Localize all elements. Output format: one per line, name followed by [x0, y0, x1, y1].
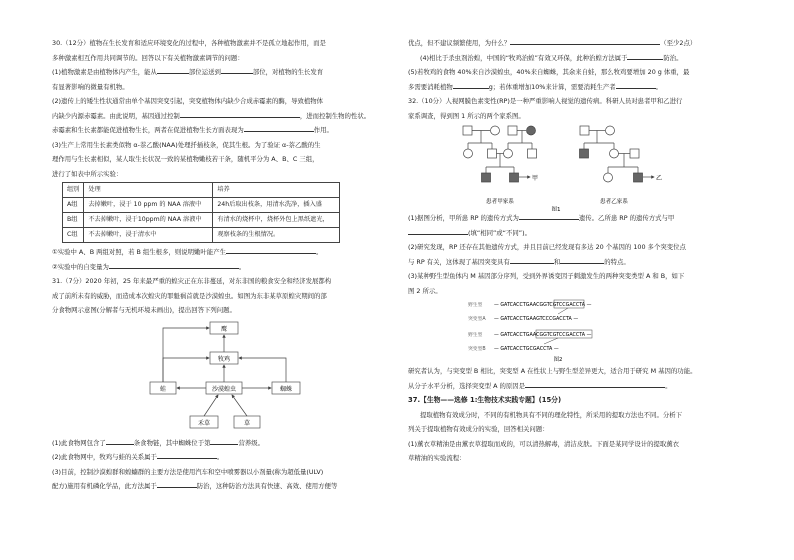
q32-line-7: (3)某种野生型鱼体内 M 基因部分序列，受到外界诱变因子刺激发生的两种突变类型 A 和 B，如下 — [408, 272, 685, 280]
node-frog: 蛙 — [159, 385, 167, 393]
q30-line-11: ①实验中 A、B 两组对照，若 B 组生根多，则说明嫩叶能产生 。 — [52, 245, 402, 260]
pedigree-normal-female — [606, 126, 615, 135]
seq-label: 突变型A — [468, 317, 486, 322]
figure-2-caption: 图2 — [553, 357, 563, 363]
q37-line-1: 提取植物有效成分时，不同的有机物具有不同的理化特性，所采用的提取方法也不同。分析下 — [420, 410, 683, 419]
table-cell: 观察枝条的生根情况。 — [213, 228, 340, 243]
q32-line-9: 研究者认为，与突变型 B 相比，突变型 A 在性状上与野生型差异更大，适合用于研究 M 基因的功能。 — [408, 367, 697, 375]
pedigree-a — [463, 126, 537, 182]
q31-line-5: (2)此食物网中，牧鸡与蛙的关系属于 。 — [52, 450, 402, 465]
seq-label: 野生型 — [468, 303, 483, 308]
q37-line-4: 草精油的实验流程： — [408, 454, 466, 462]
q37-line-3: (1)薰衣草精油是由薰衣草提取而成的，可以清热解毒，清洁皮肤。下面是某同学设计的提取薰衣 — [408, 439, 680, 448]
q37-title: 37.【生物——选修 1:生物技术实践专题】(15分) — [408, 396, 562, 404]
pedigree-normal-male — [488, 149, 497, 158]
pedigree-a-proband: 甲 — [532, 175, 539, 182]
left-column — [52, 36, 402, 494]
q32-line-10: 从分子水平分析，选择突变型 A 的原因是 。 — [408, 379, 748, 394]
q30-line-7: 赤霉素和生长素都能促进植物生长，两者在促进植物生长方面表现为 作用。 — [52, 123, 402, 138]
q31-line-3: 分食物网示意图(分解者与无机环境未画出)，提出回答下列问题。 — [52, 306, 236, 314]
pedigree-figure — [408, 123, 748, 211]
seq-text: — GATCACCTGAACGGTCGTCCGACCTA — — [494, 333, 592, 338]
q31-line-11: 多需要消耗植物 g；若体重增加10%来计算，需要消耗生产者 。 — [408, 80, 748, 95]
pedigree-b — [580, 126, 655, 182]
pedigree-affected-male — [634, 173, 643, 182]
seq-label: 突变型B — [468, 347, 486, 352]
q37-line-2: 列关于提取植物有效成分的实验，回答相关问题： — [408, 425, 549, 433]
pedigree-affected-male — [510, 173, 519, 182]
seq-label: 野生型 — [468, 333, 483, 338]
seq-text: — GATCACCTGCGACCTA — — [494, 347, 559, 352]
table-cell: 去掉嫩叶，浸于 10 ppm 的 NAA 溶液中 — [84, 198, 213, 213]
q30-line-6: 内缺少内源赤霉素。由此说明，基因通过控制 ，进而控制生物的性状。 — [52, 109, 402, 124]
q30-line-1: 30.（12分）植物在生长发育和适应环境变化的过程中，各种植物激素并不是孤立地起作用，而是 — [52, 39, 326, 47]
q31-line-4: (1)此食物网包含了 条食物链，其中蜘蛛位于第 营养级。 — [52, 436, 402, 451]
q32-line-4: (填“相同”或“不同”)。 — [408, 226, 748, 241]
seq-mut-arrow — [558, 308, 568, 314]
q30-line-10: 进行了如表中所示实验： — [52, 169, 123, 178]
q32-line-5: (2)研究发现，RP 还存在其他遗传方式，并且目前已经发现有多达 20 个基因的 100 多个突变位点 — [408, 243, 686, 251]
pedigree-normal-female — [464, 149, 473, 158]
pedigree-affected-male — [580, 149, 589, 158]
q30-line-3: (1)植物激素是由植物体内产生，能从 部位运送到 部位，对植物的生长发育 — [52, 65, 402, 80]
pedigree-normal-female — [610, 149, 619, 158]
q31-line-7: 配方)施用有机磷化学品，此方法属于 防治，这种防治方法具有快速、高效、使用方便等 — [52, 479, 402, 494]
figure-1-caption: 图1 — [551, 207, 561, 211]
node-spider: 蜘蛛 — [279, 385, 293, 393]
table-cell: 不去掉嫩叶，浸于清水中 — [84, 228, 213, 243]
q30-line-2: 多种激素相互作用共同调节的。回答以下有关植物激素调节的问题： — [52, 53, 244, 62]
experiment-table — [62, 182, 340, 243]
table-row — [63, 228, 340, 243]
node-locust: 沙漠蝗虫 — [211, 385, 237, 393]
q31-line-10: (5)若牧鸡的食物 40%来自沙漠蝗虫，40%来自蜘蛛，其余来自蛙，那么牧鸡要增加 20 g 体重，最 — [408, 68, 690, 76]
pedigree-b-proband: 乙 — [656, 175, 663, 182]
q31-line-8: 优点，但不建议频繁使用，为什么？ （至少2点） — [408, 36, 748, 51]
q31-line-9: (4)相比于杀虫剂治蝗，中国的“牧鸡治蝗”有效又环保，此种治蝗方法属于 防治。 — [408, 51, 748, 66]
food-web-diagram — [52, 318, 402, 436]
table-header: 培养 — [213, 183, 340, 198]
pedigree-normal-female — [604, 173, 613, 182]
pedigree-diagram — [408, 123, 748, 211]
sequence-diagram — [408, 298, 748, 364]
node-grass1: 禾草 — [197, 419, 211, 427]
q32-line-6: 与 RP 有关，这体现了基因突变具有 和 的特点。 — [408, 255, 748, 270]
table-row — [63, 198, 340, 213]
q30-line-12: ②实验中的自变量为 。 — [52, 260, 402, 275]
table-cell: 有清水的烧杯中，烧杯外包上黑纸遮光， — [213, 213, 340, 228]
right-column — [408, 36, 748, 466]
q30-line-8: (3)生产上常用生长素类似物 α-萘乙酸(NAA)处理扦插枝条，促其生根。为了验证 α-萘乙酸的生 — [52, 140, 321, 149]
table-header-row — [63, 183, 340, 198]
pedigree-a-caption: 患者甲家系 — [486, 199, 514, 205]
pedigree-normal-male — [580, 126, 589, 135]
pedigree-normal-male — [528, 149, 537, 158]
q31-line-2: 成了前所未有的威胁，而造成本次蝗灾的罪魁祸首就是沙漠蝗虫。如图为东非某草原蝗灾期间的部 — [52, 291, 327, 300]
table-header: 处理 — [84, 183, 213, 198]
q30-line-9: 理作用与生长素相似，某人取生长状况一致的某植物嫩枝若干条，随机平分为 A、B、C 三组， — [52, 155, 319, 163]
q32-line-1: 32.（10分）人视网膜色素变性(RP)是一种严重影响人视觉的遗传病。科研人员对患者甲和乙进行 — [408, 97, 683, 105]
pedigree-affected-male — [482, 173, 491, 182]
table-cell: B组 — [63, 213, 84, 228]
seq-mut-arrow — [544, 338, 558, 344]
q30-line-4: 有显著影响的微量有机物。 — [52, 82, 129, 91]
q31-line-6: (3)目前，控制沙漠蝗群和蝗蝻群的主要方法是使用汽车和空中喷雾器以小剂量(称为超低量(ULV) — [52, 467, 324, 476]
q32-line-2: 家系调查，得到图 1 所示的两个家系图。 — [408, 111, 525, 120]
pedigree-b-caption: 患者乙家系 — [600, 199, 628, 205]
q30-line-5: (2)遗传上的矮生性状通常由单个基因突变引起，突变植物体内缺少合成赤霉素的酶，导致植物体 — [52, 97, 324, 105]
q32-line-8: 图 2 所示。 — [408, 286, 442, 295]
seq-text: — GATCACCTGAAGTCCCGACCTA — — [494, 317, 579, 322]
pedigree-normal-female — [491, 126, 500, 135]
node-grass2: 草 — [243, 419, 251, 427]
pedigree-normal-male — [508, 126, 517, 135]
pedigree-normal-male — [463, 126, 472, 135]
node-chicken: 牧鸡 — [217, 355, 231, 363]
table-header: 组别 — [63, 183, 84, 198]
food-web-arrows — [163, 328, 286, 416]
pedigree-normal-male — [630, 149, 639, 158]
table-cell: A组 — [63, 198, 84, 213]
pedigree-normal-female — [504, 149, 513, 158]
seq-text: — GATCACCTGAACGGTCGTCCGACCTA — — [494, 303, 592, 308]
table-row — [63, 213, 340, 228]
table-cell: C组 — [63, 228, 84, 243]
pedigree-affected-female — [527, 126, 536, 135]
q31-line-1: 31.（7分）2020 年初，25 年来最严重的蝗灾正在东非蔓延，对东非国的粮食安全和经济发展都构 — [52, 277, 332, 285]
node-eagle: 鹰 — [220, 325, 228, 333]
q32-line-3: (1)据图分析，甲所患 RP 的遗传方式为 遗传。乙所患 RP 的遗传方式与甲 — [408, 211, 748, 226]
table-cell: 24h后取出枝条，用清水洗净，插入盛 — [213, 198, 340, 213]
table-cell: 不去掉嫩叶，浸于10ppm的 NAA 溶液中 — [84, 213, 213, 228]
sequence-figure — [408, 298, 748, 364]
food-web-figure — [52, 318, 402, 436]
